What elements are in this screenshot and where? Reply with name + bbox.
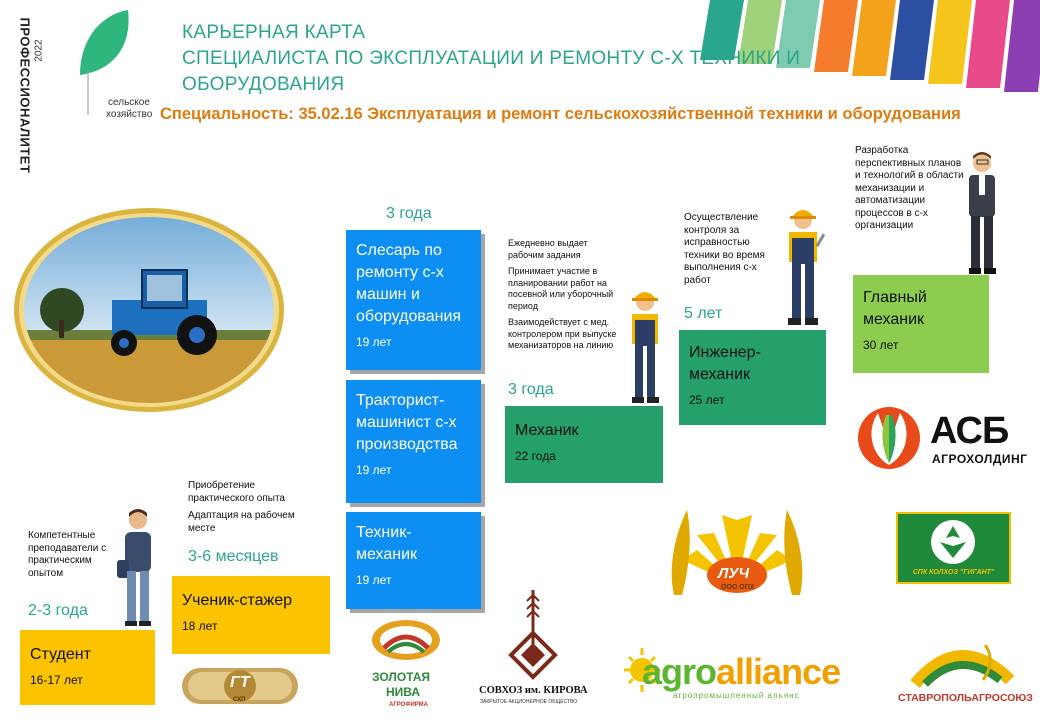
gt-logo-sub: СХП [233,697,246,703]
asb-logo-sub: АГРОХОЛДИНГ [932,452,1028,466]
luch-logo-main: ЛУЧ [718,565,750,582]
specialty-line: Специальность: 35.02.16 Эксплуатация и ремонт сельскохозяйственной техники и оборудования [160,105,961,123]
note-engineer [684,212,770,292]
stavropol-logo-icon [905,640,1020,692]
gigant-emblem-icon [898,514,1009,569]
luch-logo-sub: ООО ОПХ [721,584,755,591]
step-tractorist-title: Тракторист-машинист с-х производства [356,392,458,453]
asb-leaf-icon [856,405,922,471]
step-chief-age: 30 лет [863,338,899,352]
agroalliance-text-a: agro [642,651,717,692]
step-tractorist-age: 19 лет [356,463,392,477]
note-mechanic [508,238,626,357]
brand-sector-line2: хозяйство [106,109,153,120]
stavropol-logo-text: СТАВРОПОЛЬАГРОСОЮЗ [898,692,1033,704]
zolotaya-niva-sub: АГРОФИРМА [389,702,429,708]
note-trainee-2: Адаптация на рабочем месте [188,510,295,534]
duration-mechanic: 3 года [508,381,554,398]
step-student-age: 16-17 лет [30,673,83,687]
step-mechanic-title: Механик [515,422,579,439]
student-character-icon [112,505,162,630]
agroalliance-text [642,651,840,693]
step-mechanic-age: 22 года [515,449,556,463]
duration-locksmith: 3 года [386,205,432,222]
duration-trainee: 3-6 месяцев [188,548,279,565]
step-tractorist [346,380,481,503]
step-mechanic [505,406,663,483]
brand-year: 2022 [33,39,45,62]
agroalliance-sub: агропромышленный альянс [673,691,800,700]
note-mechanic-1: Ежедневно выдает рабочим задания [508,238,588,260]
step-engineer-title: Инженер-механик [689,344,761,383]
page-title [182,20,882,98]
note-trainee-1: Приобретение практического опыта [188,480,285,504]
step-chief-title: Главный механик [863,289,927,328]
stripe [966,0,1010,88]
chief-character-icon [958,148,1008,278]
step-student-title: Студент [30,646,91,663]
kirova-logo-icon [505,585,561,680]
note-engineer-1: Осуществление контроля за исправностью техники во время выполнения с-х работ [684,212,765,286]
zolotaya-niva-line1: ЗОЛОТАЯ [372,670,431,684]
step-technician-age: 19 лет [356,573,392,587]
gigant-logo [896,512,1011,584]
kirova-logo-text: СОВХОЗ им. КИРОВА [479,685,588,696]
note-chief-1: Разработка перспективных планов и технологий в области механизации и автоматизации процессов в с-х организации [855,145,964,231]
mechanic-character-icon [620,285,670,407]
stripe [1004,0,1040,92]
step-locksmith [346,230,481,370]
duration-student: 2-3 года [28,602,88,619]
step-trainee-title: Ученик-стажер [182,592,293,609]
tractor-image [12,205,287,415]
zolotaya-niva-icon [370,618,442,662]
step-locksmith-title: Слесарь по ремонту с-х машин и оборудования [356,242,462,325]
note-student [28,530,110,585]
stripe [928,0,972,84]
asb-logo-main: АСБ [930,410,1009,452]
brand-vertical: ПРОФЕССИОНАЛИТЕТ [17,17,33,174]
gt-logo-main: ГТ [230,674,250,691]
title-line3: ОБОРУДОВАНИЯ [182,74,345,95]
engineer-character-icon [775,203,833,330]
step-student [20,630,155,705]
step-technician [346,512,481,609]
step-engineer-age: 25 лет [689,393,725,407]
step-technician-title: Техник-механик [356,524,418,563]
gigant-logo-text: СПК КОЛХОЗ "ГИГАНТ" [912,569,995,576]
step-locksmith-age: 19 лет [356,335,392,349]
zolotaya-niva-line2: НИВА [386,685,421,699]
title-line1: КАРЬЕРНАЯ КАРТА [182,22,366,43]
step-trainee-age: 18 лет [182,619,218,633]
step-trainee [172,576,330,654]
kirova-logo-sub: ЗАКРЫТОЕ АКЦИОНЕРНОЕ ОБЩЕСТВО [480,699,578,705]
stripe [890,0,934,80]
note-student-1: Компетентные преподаватели с практическим опытом [28,530,107,579]
professionalitet-logo [0,0,170,174]
step-chief [853,275,989,373]
brand-sector-line1: сельское [108,97,150,108]
note-mechanic-3: Взаимодействует с мед. контролером при выпуске механизаторов на линию [508,317,617,350]
note-trainee [188,480,308,540]
step-engineer [679,330,826,425]
title-line2: СПЕЦИАЛИСТА ПО ЭКСПЛУАТАЦИИ И РЕМОНТУ С-Х ТЕХНИКИ И [182,48,801,69]
agroalliance-text-b: alliance [716,651,841,692]
duration-engineer: 5 лет [684,305,723,322]
note-chief [855,145,965,238]
note-mechanic-2: Принимает участие в планировании работ на посевной или уборочный период [508,266,614,311]
